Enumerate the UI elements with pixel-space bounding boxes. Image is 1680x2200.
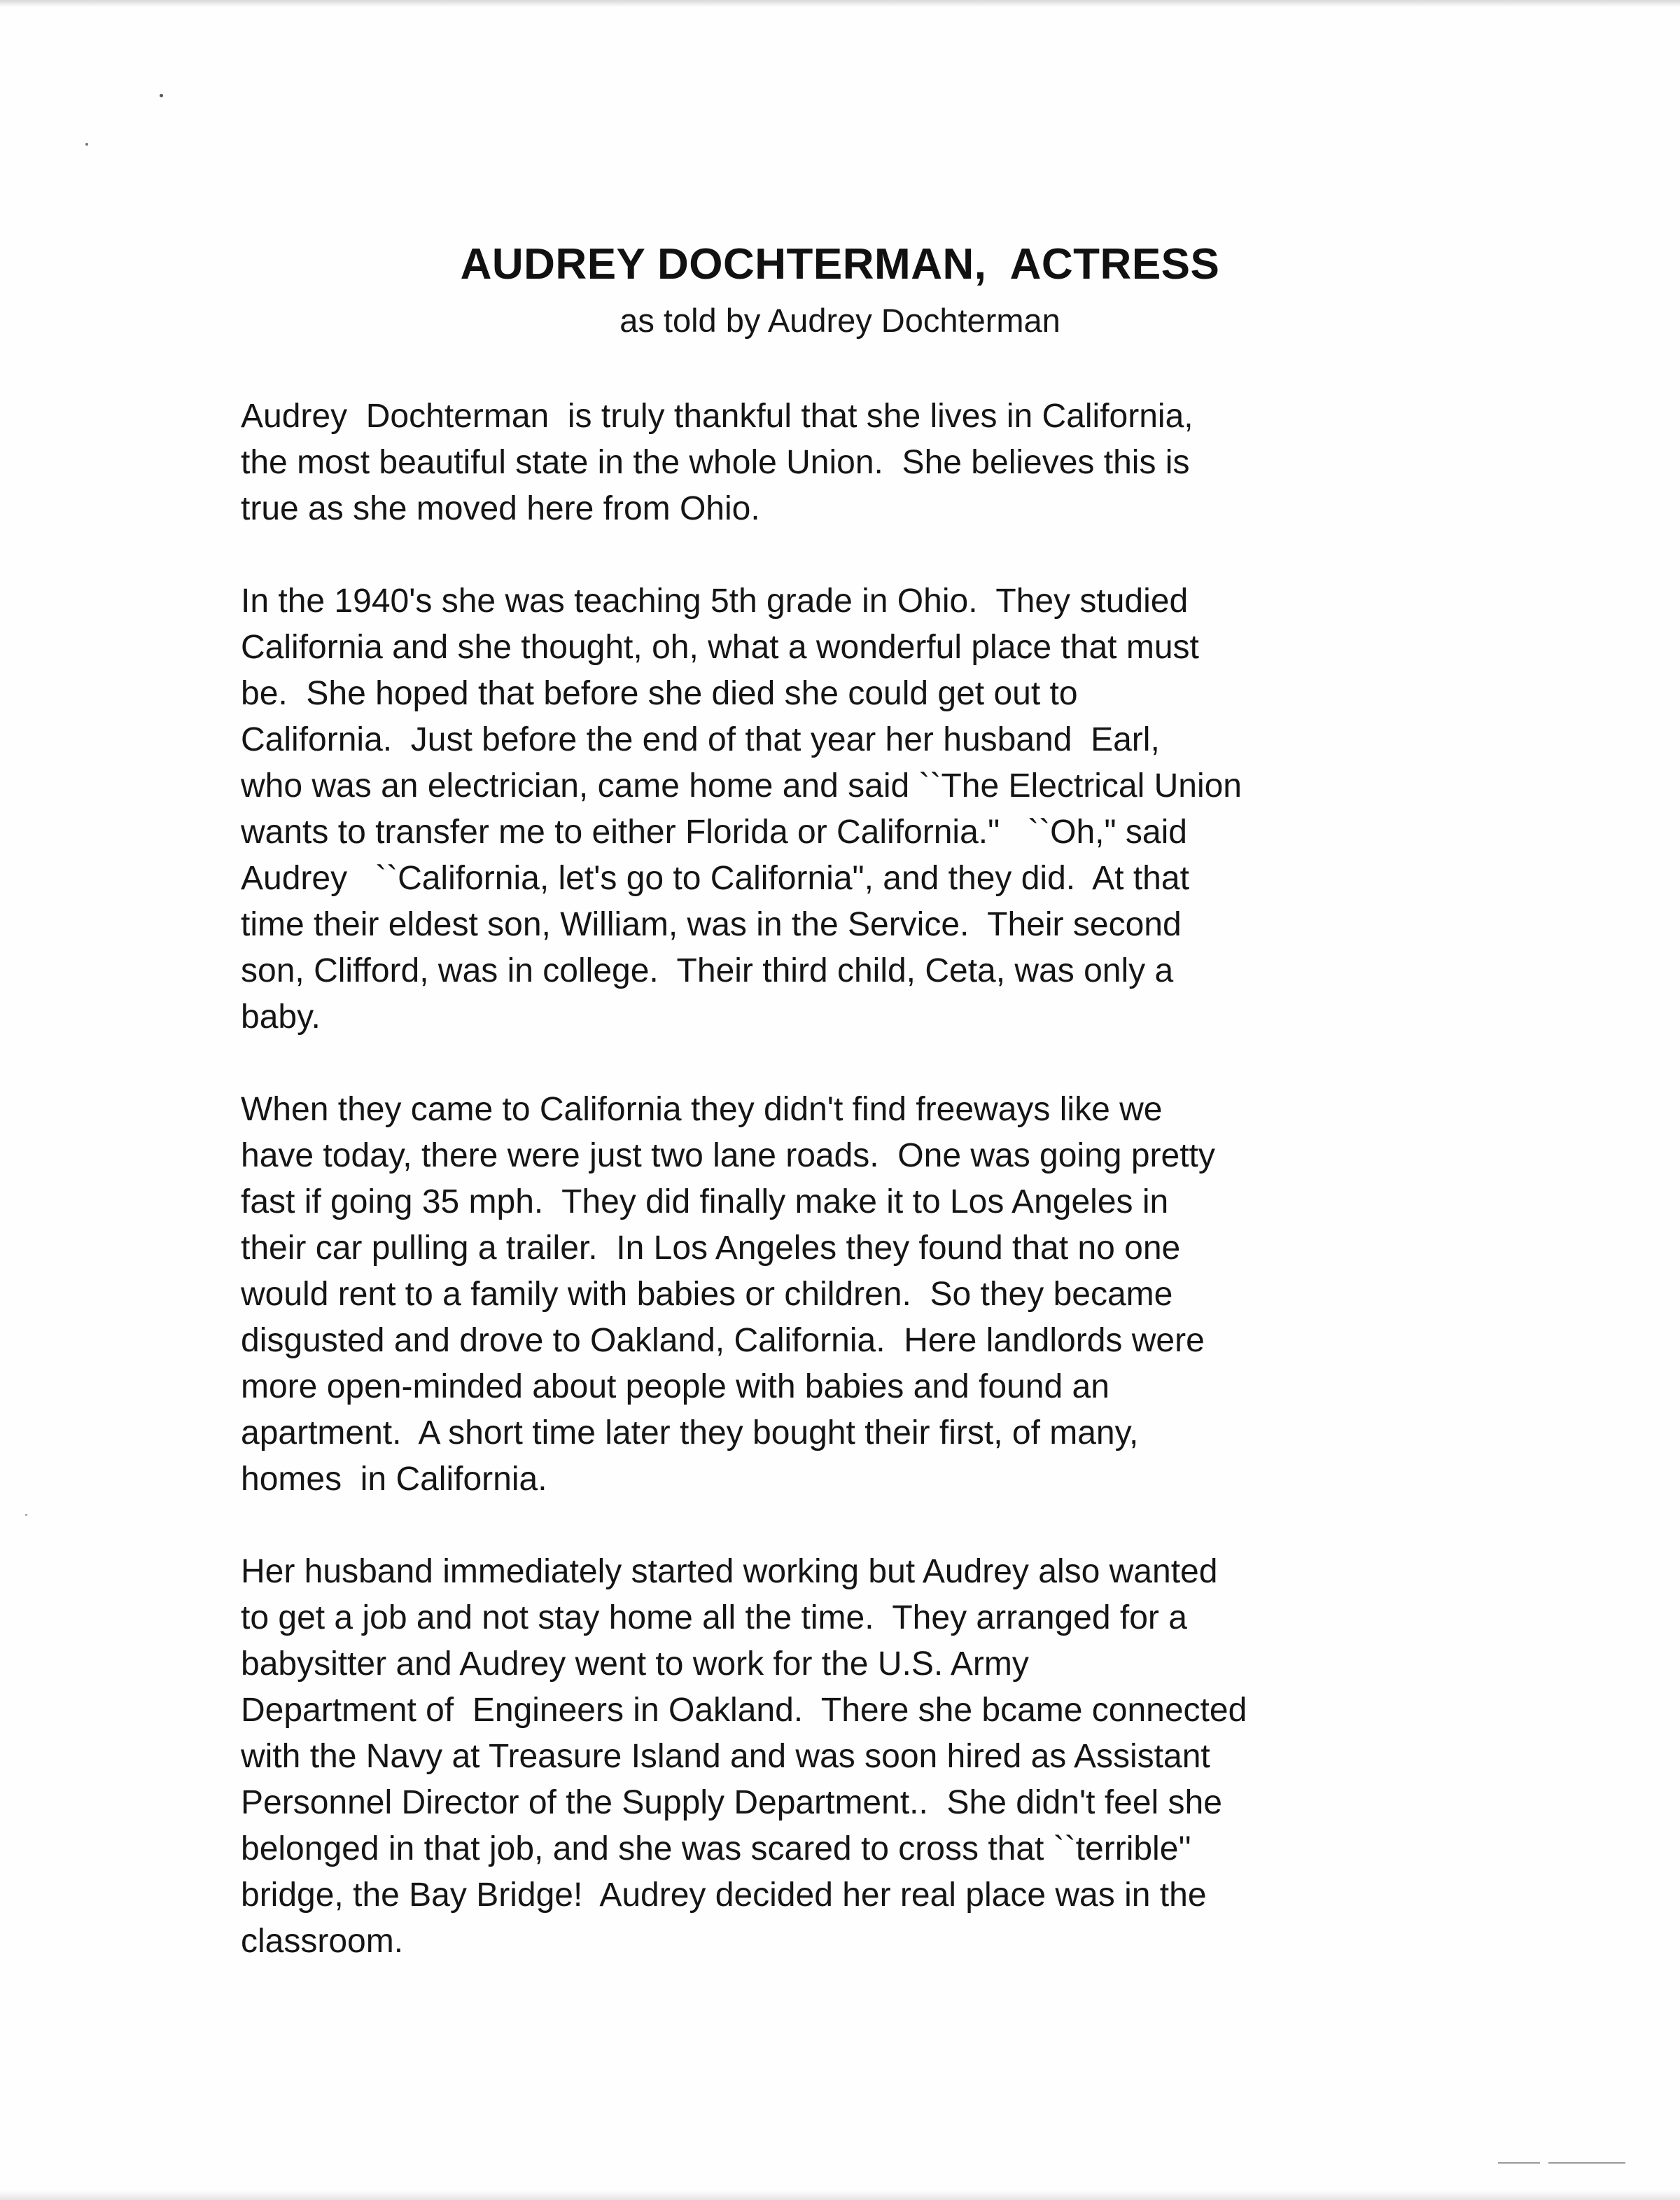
text-line: homes in California. bbox=[241, 1461, 547, 1498]
scan-bottom-mark bbox=[1498, 2162, 1540, 2164]
text-line: When they came to California they didn't find freeways like we bbox=[241, 1091, 1163, 1128]
scan-speck bbox=[25, 1514, 27, 1516]
text-line: Her husband immediately started working but Audrey also wanted bbox=[241, 1553, 1218, 1590]
text-line: In the 1940's she was teaching 5th grade in Ohio. They studied bbox=[241, 583, 1189, 620]
scan-top-edge bbox=[0, 0, 1680, 7]
text-line: Audrey ``California, let's go to California", and they did. At that bbox=[241, 860, 1189, 897]
scan-speck bbox=[160, 94, 163, 97]
text-line: more open-minded about people with babies and found an bbox=[241, 1368, 1110, 1405]
scan-bottom-edge bbox=[0, 2190, 1680, 2200]
text-line: the most beautiful state in the whole Union. She believes this is bbox=[241, 444, 1190, 481]
text-line: son, Clifford, was in college. Their third child, Ceta, was only a bbox=[241, 952, 1174, 989]
text-line: disgusted and drove to Oakland, California. Here landlords were bbox=[241, 1322, 1205, 1359]
text-line: California. Just before the end of that year her husband Earl, bbox=[241, 721, 1160, 758]
body-paragraph bbox=[241, 394, 1515, 532]
body-text bbox=[241, 394, 1515, 2011]
text-line: be. She hoped that before she died she could get out to bbox=[241, 675, 1078, 712]
body-paragraph bbox=[241, 1087, 1515, 1503]
text-line: Audrey Dochterman is truly thankful that she lives in California, bbox=[241, 398, 1194, 435]
text-line: who was an electrician, came home and said ``The Electrical Union bbox=[241, 767, 1242, 805]
page-title: AUDREY DOCHTERMAN, ACTRESS bbox=[460, 240, 1220, 288]
text-line: classroom. bbox=[241, 1923, 404, 1960]
text-line: have today, there were just two lane roads. One was going pretty bbox=[241, 1137, 1215, 1174]
scan-speck bbox=[85, 143, 88, 146]
text-line: to get a job and not stay home all the time. They arranged for a bbox=[241, 1599, 1187, 1636]
text-line: baby. bbox=[241, 998, 321, 1036]
body-paragraph bbox=[241, 578, 1515, 1040]
text-line: babysitter and Audrey went to work for the U.S. Army bbox=[241, 1645, 1029, 1683]
text-line: true as she moved here from Ohio. bbox=[241, 490, 760, 527]
text-line: with the Navy at Treasure Island and was soon hired as Assistant bbox=[241, 1738, 1210, 1775]
text-line: Personnel Director of the Supply Department.. She didn't feel she bbox=[241, 1784, 1222, 1821]
text-line: apartment. A short time later they bought their first, of many, bbox=[241, 1414, 1139, 1451]
text-line: their car pulling a trailer. In Los Angeles they found that no one bbox=[241, 1230, 1181, 1267]
text-line: bridge, the Bay Bridge! Audrey decided her real place was in the bbox=[241, 1877, 1207, 1914]
text-line: Department of Engineers in Oakland. There she bcame connected bbox=[241, 1692, 1247, 1729]
body-paragraph bbox=[241, 1549, 1515, 1965]
text-line: fast if going 35 mph. They did finally make it to Los Angeles in bbox=[241, 1183, 1169, 1220]
text-line: would rent to a family with babies or children. So they became bbox=[241, 1276, 1173, 1313]
text-line: time their eldest son, William, was in the Service. Their second bbox=[241, 906, 1182, 943]
page-subtitle: as told by Audrey Dochterman bbox=[620, 302, 1060, 339]
text-line: belonged in that job, and she was scared to cross that ``terrible'' bbox=[241, 1830, 1191, 1867]
text-line: wants to transfer me to either Florida or California." ``Oh," said bbox=[241, 814, 1187, 851]
scan-bottom-mark bbox=[1548, 2162, 1625, 2164]
text-line: California and she thought, oh, what a wonderful place that must bbox=[241, 629, 1199, 666]
